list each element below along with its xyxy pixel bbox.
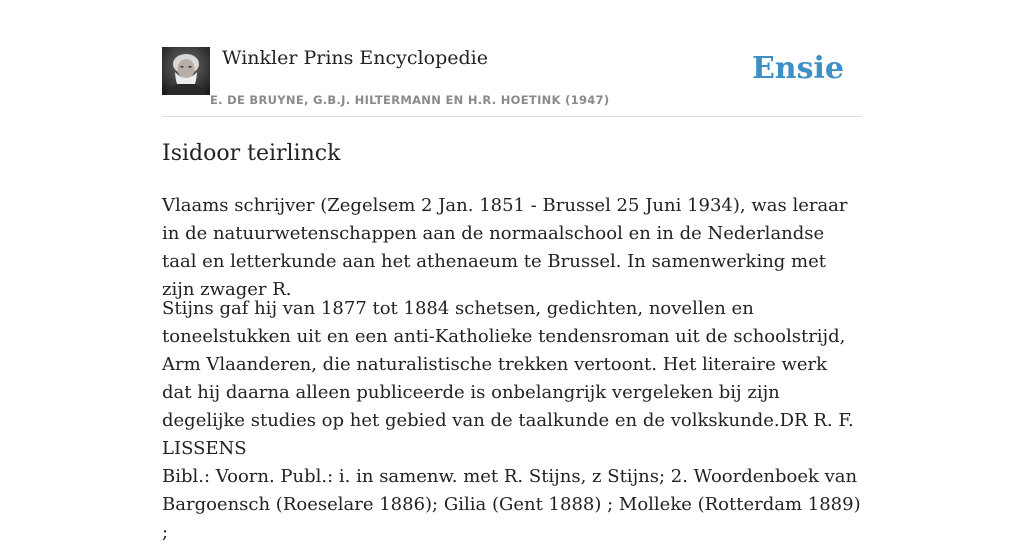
portrait-photo-icon — [162, 47, 210, 95]
article-paragraph-3: Bibl.: Voorn. Publ.: i. in samenw. met R. Stijns, z Stijns; 2. Woordenboek van Bargoensch (Roeselare 1886); Gilia (Gent 1888) ; Molleke (Rotterdam 1889) ; — [162, 466, 861, 543]
site-header — [162, 0, 862, 117]
site-title[interactable]: Winkler Prins Encyclopedie — [222, 47, 488, 69]
authors-byline: E. DE BRUYNE, G.B.J. HILTERMANN EN H.R. HOETINK (1947) — [210, 93, 610, 107]
article-paragraph-1: Vlaams schrijver (Zegelsem 2 Jan. 1851 - Brussel 25 Juni 1934), was leraar in de natuurwetenschappen aan de normaalschool en in de Nederlandse taal en letterkunde aan het athenaeum te Brussel. In samenwerking met zijn zwager R. — [162, 195, 848, 300]
article-paragraph-2: Stijns gaf hij van 1877 tot 1884 schetsen, gedichten, novellen en toneelstukken uit en een anti-Katholieke tendensroman uit de schoolstrijd, Arm Vlaanderen, die naturalistische trekken vertoont. Het literaire werk dat hij daarna alleen publiceerde is onbelangrijk vergeleken bij zijn degelijke studies op het gebied van de taalkunde en de volkskunde.DR R. F. LISSENS — [162, 298, 854, 459]
article-title: Isidoor teirlinck — [162, 141, 341, 166]
ensie-logo[interactable]: Ensie — [751, 51, 844, 86]
page-container — [162, 0, 862, 543]
